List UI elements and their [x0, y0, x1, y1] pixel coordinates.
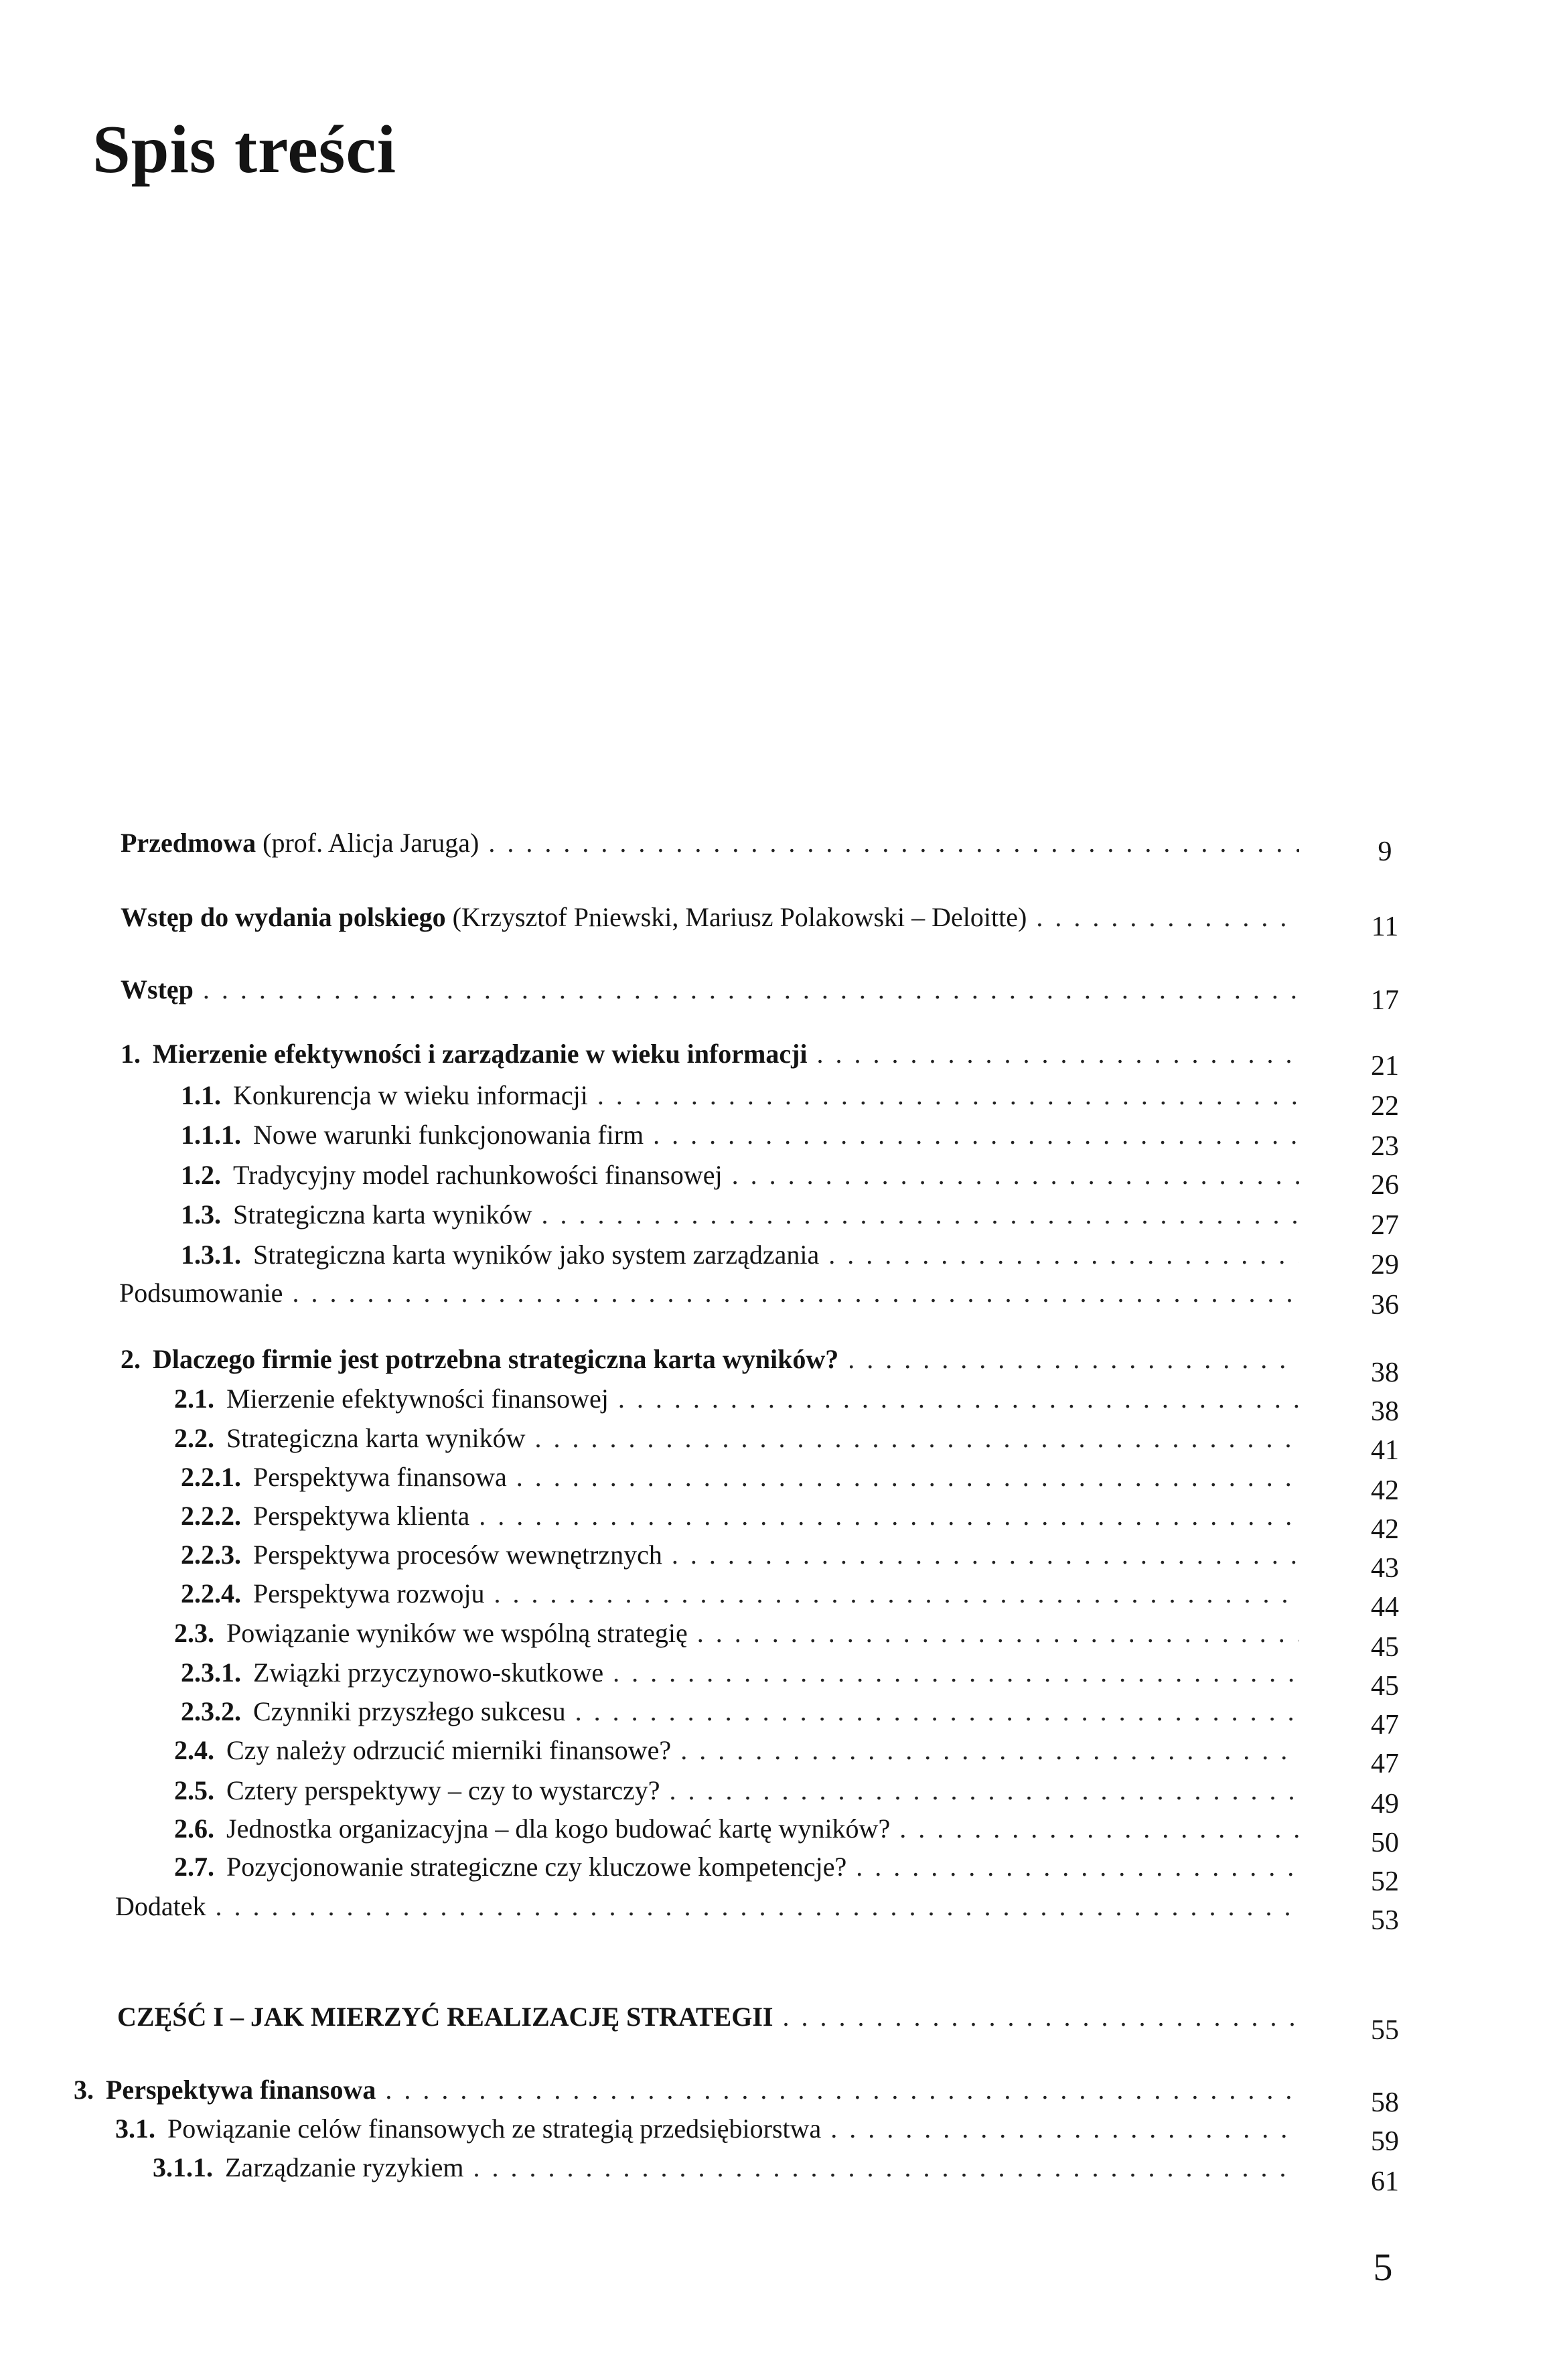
toc-leader-dots — [494, 1576, 1299, 1611]
toc-entry — [121, 1337, 1306, 1377]
toc-entry — [174, 1416, 1306, 1456]
toc-entry-title — [233, 1078, 588, 1113]
toc-entry-title-text: Konkurencja w wieku informacji — [233, 1080, 588, 1110]
toc-entry-number: 2.4. — [174, 1735, 214, 1765]
toc-entry — [117, 1994, 1306, 2034]
toc-entry-title — [117, 2000, 773, 2034]
toc-entry-title-text: Jednostka organizacyjna – dla kogo budować kartę wyników? — [226, 1813, 891, 1844]
toc-entry-page: 22 — [1371, 1091, 1399, 1122]
toc-entry-page: 36 — [1371, 1290, 1399, 1321]
toc-entry-number: 1.2. — [181, 1160, 221, 1190]
toc-entry-title — [226, 1811, 890, 1846]
toc-leader-dots — [535, 1421, 1299, 1456]
toc-entry-page: 42 — [1371, 1475, 1399, 1506]
toc-entry-title — [233, 1197, 532, 1232]
toc-entry-title-text: Perspektywa klienta — [253, 1501, 470, 1531]
toc-entry-title-text: Zarządzanie ryzykiem — [225, 2152, 464, 2182]
toc-entry — [121, 895, 1306, 935]
toc-entry — [121, 820, 1306, 861]
toc-entry — [181, 1152, 1306, 1193]
toc-entry-title-text: Powiązanie celów finansowych ze strategią przedsiębiorstwa — [167, 2113, 822, 2144]
toc-leader-dots — [597, 1078, 1299, 1113]
toc-entry-title — [226, 1421, 526, 1456]
toc-entry-title — [253, 1238, 819, 1272]
toc-entry — [174, 1376, 1306, 1416]
toc-entry-number: 2.2.3. — [181, 1540, 241, 1570]
toc-entry — [181, 1192, 1306, 1232]
toc-leader-dots — [488, 826, 1299, 861]
toc-entry-number: 2.3.2. — [181, 1696, 241, 1726]
toc-entry-number: 1.1.1. — [181, 1120, 241, 1150]
toc-entry-number: 1.1. — [181, 1080, 221, 1110]
toc-entry — [181, 1455, 1306, 1495]
toc-leader-dots — [385, 2073, 1299, 2107]
toc-entry-title — [253, 1538, 662, 1572]
toc-entry-page: 44 — [1371, 1592, 1399, 1623]
toc-leader-dots — [542, 1197, 1299, 1232]
toc-entry-number: 3.1. — [115, 2113, 155, 2144]
toc-entry-page: 23 — [1371, 1131, 1399, 1162]
toc-entry — [121, 1031, 1306, 1071]
toc-entry-number: 2.3.1. — [181, 1657, 241, 1688]
toc-leader-dots — [899, 1811, 1299, 1846]
toc-entry — [181, 1073, 1306, 1113]
toc-entry-number: 2.3. — [174, 1618, 214, 1648]
toc-entry-page: 21 — [1371, 1051, 1399, 1082]
toc-entry — [181, 1689, 1306, 1729]
toc-entry-page: 38 — [1371, 1396, 1399, 1427]
toc-entry-title — [226, 1382, 609, 1416]
toc-entry-number: 1. — [121, 1039, 141, 1069]
toc-entry — [174, 1806, 1306, 1846]
toc-entry-title-text: Dodatek — [115, 1891, 206, 1921]
toc-entry-title — [226, 1733, 671, 1768]
toc-entry-page: 17 — [1371, 985, 1399, 1016]
toc-leader-dots — [516, 1460, 1299, 1495]
toc-leader-dots — [292, 1276, 1299, 1311]
toc-leader-dots — [216, 1889, 1299, 1924]
toc-entry-title-text: Nowe warunki funkcjonowania firm — [253, 1120, 644, 1150]
toc-entry-title — [253, 1694, 566, 1729]
toc-entry-number: 2.2.1. — [181, 1462, 241, 1492]
toc-leader-dots — [732, 1158, 1299, 1193]
toc-entry-page: 9 — [1378, 836, 1392, 867]
toc-entry-title — [253, 1118, 644, 1152]
toc-entry-title-text: Związki przyczynowo-skutkowe — [253, 1657, 604, 1688]
toc-entry-title-text: Strategiczna karta wyników jako system zarządzania — [253, 1240, 820, 1270]
toc-entry-title — [226, 1850, 846, 1884]
toc-entry — [174, 1611, 1306, 1651]
toc-entry-title-text: Perspektywa rozwoju — [253, 1578, 485, 1609]
toc-entry-title-text: Czy należy odrzucić mierniki finansowe? — [226, 1735, 672, 1765]
toc-entry-title-text: Strategiczna karta wyników — [226, 1423, 526, 1453]
toc-leader-dots — [670, 1773, 1299, 1808]
toc-leader-dots — [653, 1118, 1299, 1152]
toc-entry-title — [225, 2150, 463, 2185]
toc-entry-title-text: Mierzenie efektywności finansowej — [226, 1384, 609, 1414]
toc-entry-page: 59 — [1371, 2126, 1399, 2157]
toc-entry-title-bold: CZĘŚĆ I – JAK MIERZYĆ REALIZACJĘ STRATEGII — [117, 2002, 773, 2032]
toc-entry-page: 52 — [1371, 1866, 1399, 1897]
toc-entry-title — [153, 1342, 838, 1377]
page-number: 5 — [1373, 2245, 1393, 2289]
toc-leader-dots — [1036, 900, 1299, 935]
toc-entry-title — [233, 1158, 723, 1193]
toc-entry-number: 2.5. — [174, 1775, 214, 1805]
toc-entry-title — [121, 900, 1027, 935]
toc-entry-page: 45 — [1371, 1632, 1399, 1663]
toc-entry-title-text: Perspektywa procesów wewnętrznych — [253, 1540, 662, 1570]
toc-entry-number: 2. — [121, 1344, 141, 1374]
toc-entry-title — [167, 2111, 821, 2146]
toc-entry-title-bold: Mierzenie efektywności i zarządzanie w wieku informacji — [153, 1039, 808, 1069]
toc-entry-page: 49 — [1371, 1789, 1399, 1819]
toc-entry-page: 50 — [1371, 1828, 1399, 1858]
toc-entry-number: 2.1. — [174, 1384, 214, 1414]
toc-entry-page: 38 — [1371, 1357, 1399, 1388]
toc-entry-title-text: Powiązanie wyników we wspólną strategię — [226, 1618, 688, 1648]
toc-entry-page: 47 — [1371, 1710, 1399, 1740]
toc-entry-page: 11 — [1371, 911, 1399, 942]
toc-entry-title-text: Strategiczna karta wyników — [233, 1199, 532, 1230]
toc-entry — [174, 1728, 1306, 1768]
toc-leader-dots — [828, 1238, 1299, 1272]
toc-entry — [181, 1112, 1306, 1152]
toc-leader-dots — [613, 1655, 1299, 1690]
toc-leader-dots — [672, 1538, 1299, 1572]
toc-entry — [119, 1270, 1306, 1311]
toc-leader-dots — [618, 1382, 1299, 1416]
toc-entry-title-text: Tradycyjny model rachunkowości finansowej — [233, 1160, 723, 1190]
toc-entry-title — [253, 1576, 484, 1611]
toc-entry-page: 58 — [1371, 2087, 1399, 2118]
toc-entry-number: 1.3. — [181, 1199, 221, 1230]
toc-leader-dots — [575, 1694, 1299, 1729]
toc-entry-title-text: Podsumowanie — [119, 1278, 283, 1308]
toc-entry-title-bold: Wstęp do wydania polskiego — [121, 902, 446, 932]
toc-leader-dots — [680, 1733, 1299, 1768]
toc-entry — [153, 2145, 1306, 2185]
toc-entry-number: 2.2.2. — [181, 1501, 241, 1531]
toc-entry — [181, 1532, 1306, 1572]
toc-leader-dots — [848, 1342, 1299, 1377]
toc-entry-title-text: Pozycjonowanie strategiczne czy kluczowe kompetencje? — [226, 1852, 847, 1882]
toc-leader-dots — [830, 2111, 1299, 2146]
toc-entry-number: 2.2.4. — [181, 1578, 241, 1609]
toc-leader-dots — [856, 1850, 1299, 1884]
toc-entry-title — [253, 1655, 603, 1690]
toc-leader-dots — [203, 972, 1299, 1007]
toc-leader-dots — [697, 1616, 1299, 1651]
toc-entry-title — [253, 1499, 469, 1534]
toc-entry — [174, 1844, 1306, 1884]
toc-entry-page: 27 — [1371, 1210, 1399, 1241]
toc-entry-title — [119, 1276, 283, 1311]
toc-entry-number: 3. — [74, 2075, 94, 2105]
toc-entry-page: 43 — [1371, 1553, 1399, 1584]
toc-entry — [74, 2067, 1306, 2107]
toc-entry-title — [226, 1773, 660, 1808]
toc-entry-number: 1.3.1. — [181, 1240, 241, 1270]
toc-entry-title — [121, 972, 194, 1007]
toc-entry-title-text: (prof. Alicja Jaruga) — [256, 828, 479, 858]
toc-entry-number: 2.7. — [174, 1852, 214, 1882]
toc-entry — [115, 1884, 1306, 1924]
toc-entry — [121, 967, 1306, 1007]
toc-entry — [181, 1493, 1306, 1534]
toc-entry-title — [121, 826, 479, 861]
toc-entry-title — [106, 2073, 376, 2107]
toc-entry — [181, 1571, 1306, 1611]
page-title: Spis treści — [92, 112, 396, 188]
toc-entry-title-bold: Perspektywa finansowa — [106, 2075, 376, 2105]
toc-entry-title-bold: Przedmowa — [121, 828, 256, 858]
toc-leader-dots — [479, 1499, 1299, 1534]
toc-entry-page: 53 — [1371, 1905, 1399, 1936]
toc-leader-dots — [473, 2150, 1299, 2185]
toc-entry-title — [226, 1616, 688, 1651]
toc-entry-title — [253, 1460, 507, 1495]
toc-entry — [181, 1232, 1306, 1272]
toc-leader-dots — [817, 1037, 1299, 1071]
toc-entry-number: 3.1.1. — [153, 2152, 213, 2182]
toc-entry-title-bold: Wstęp — [121, 974, 194, 1005]
toc-entry-title-text: Czynniki przyszłego sukcesu — [253, 1696, 566, 1726]
toc-entry-page: 47 — [1371, 1749, 1399, 1779]
toc-entry-page: 26 — [1371, 1170, 1399, 1201]
toc-entry-page: 61 — [1371, 2166, 1399, 2197]
toc-entry — [115, 2106, 1306, 2146]
toc-entry-number: 2.6. — [174, 1813, 214, 1844]
toc-entry-page: 45 — [1371, 1671, 1399, 1702]
toc-entry-title — [115, 1889, 206, 1924]
toc-entry-page: 41 — [1371, 1435, 1399, 1466]
toc-entry-title — [153, 1037, 808, 1071]
toc-entry — [174, 1768, 1306, 1808]
toc-entry-number: 2.2. — [174, 1423, 214, 1453]
toc-entry — [181, 1650, 1306, 1690]
toc-entry-page: 42 — [1371, 1514, 1399, 1545]
toc-entry-title-text: Cztery perspektywy – czy to wystarczy? — [226, 1775, 660, 1805]
toc-entry-page: 55 — [1371, 2015, 1399, 2046]
toc-entry-title-text: (Krzysztof Pniewski, Mariusz Polakowski – Deloitte) — [445, 902, 1027, 932]
toc-leader-dots — [782, 2000, 1299, 2034]
toc-entry-page: 29 — [1371, 1250, 1399, 1280]
toc-entry-title-text: Perspektywa finansowa — [253, 1462, 507, 1492]
toc-entry-title-bold: Dlaczego firmie jest potrzebna strategiczna karta wyników? — [153, 1344, 839, 1374]
